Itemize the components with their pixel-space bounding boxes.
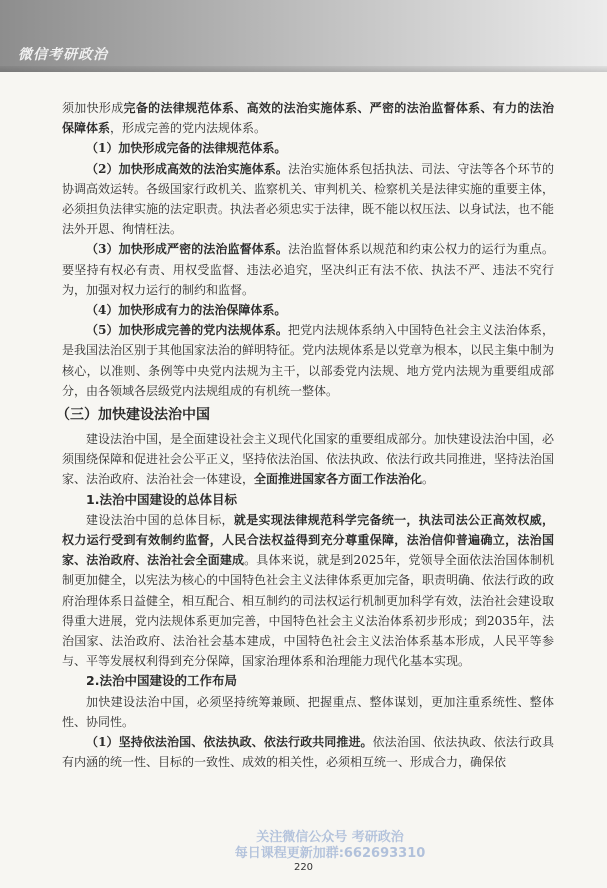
list-item-4: （4）加快形成有力的法治保障体系。	[86, 303, 287, 318]
section-intro	[62, 429, 554, 490]
list-item-5	[62, 320, 554, 401]
list-item-body: 依法治国、依法执政、依法行政具有内涵的统一性、目标的一致性、成效的相关性，必须相互统一、形成合力，确保依	[62, 735, 554, 770]
list-item-heading: （1）坚持依法治国、依法执政、依法行政共同推进。	[86, 735, 373, 750]
sub-list-item-1	[62, 732, 554, 772]
list-item-heading: （2）加快形成高效的法治实施体系。	[86, 161, 288, 176]
list-item-body: 把党内法规体系纳入中国特色社会主义法治体系，是我国法治区别于其他国家法治的鲜明特征。党内法规体系是以党章为根本，以民主集中制为核心，以准则、条例等中央党内法规为主干，以部委党内法规、地方党内法规为重要组成部分，由各领域各层级党内法规组成的有机统一整体。	[62, 323, 555, 398]
section-heading: （三）加快建设法治中国	[56, 407, 210, 424]
watermark-line: 每日课程更新加群:662693310	[234, 846, 426, 861]
list-item-body: 法治实施体系包括执法、司法、守法等各个环节的协调高效运转。各级国家行政机关、监察机关、审判机关、检察机关是法律实施的重要主体，必须担负法律实施的法定职责。执法者必须忠实于法律，既不能以权压法、以身试法，也不能法外开恩、徇情枉法。	[62, 161, 555, 237]
list-item-3	[62, 239, 554, 300]
text-span: 。具体来说，就是到2025年，党领导全面依法治国体制机制更加健全，以宪法为核心的中国特色社会主义法律体系更加完备，职责明确、依法行政的政府治理体系日益健全，相互配合、相互制约的司法权运行机制更加科学有效，法治社会建设取得重大进展，党内法规体系更加完善，中国特色社会主义法治体系初步形成；到2035年，法治国家、法治政府、法治社会基本建成，中国特色社会主义法治体系基本形成，人民平等参与、平等发展权利得到充分保障，国家治理体系和治理能力现代化基本实现。	[62, 553, 555, 669]
bold-text: 完备的法律规范体系、高效的法治实施体系、严密的法治监督体系、有力的法治保障体系	[62, 101, 554, 136]
list-item-heading: （5）加快形成完善的党内法规体系。	[86, 323, 288, 338]
sub-paragraph-2: 加快建设法治中国，必须坚持统筹兼顾、把握重点、整体谋划，更加注重系统性、整体性、协同性。	[62, 694, 554, 729]
bold-text: 就是实现法律规范科学完备统一，执法司法公正高效权威，权力运行受到有效制约监督，人民合法权益得到充分尊重保障，法治信仰普遍确立，法治国家、法治政府、法治社会全面建成	[62, 512, 554, 568]
list-item-1: （1）加快形成完备的法律规范体系。	[86, 141, 287, 156]
page-content	[56, 98, 555, 773]
bold-text: 全面推进国家各方面工作法治化	[254, 472, 423, 487]
text-span: 建设法治中国的总体目标，	[86, 512, 234, 527]
text-span: 。	[422, 472, 435, 487]
watermark-line: 关注微信公众号 考研政治	[256, 830, 404, 845]
list-item-body: 法治监督体系以规范和约束公权力的运行为重点。要坚持有权必有责、用权受监督、违法必追究，坚决纠正有法不依、执法不严、违法不究行为，加强对权力运行的制约和监督。	[62, 242, 554, 297]
page-number: 220	[293, 862, 314, 873]
text-span: 建设法治中国，是全面建设社会主义现代化国家的重要组成部分。加快建设法治中国，必须围绕保障和促进社会公平正义，坚持依法治国、依法执政、依法行政共同推进，坚持法治国家、法治政府、法治社会一体建设，	[62, 432, 555, 487]
header-title: 微信考研政治	[18, 47, 108, 63]
page-header-band	[0, 0, 607, 72]
sub-heading-1: 1.法治中国建设的总体目标	[86, 491, 237, 507]
watermark	[230, 830, 430, 862]
text-span: 须加快形成	[62, 101, 124, 115]
sub-paragraph-1	[62, 510, 554, 672]
sub-heading-2: 2.法治中国建设的工作布局	[86, 673, 237, 689]
list-item-2	[62, 159, 554, 240]
text-span: ，形成完善的党内法规体系。	[110, 121, 267, 136]
list-item-heading: （3）加快形成严密的法治监督体系。	[86, 242, 288, 257]
paragraph-intro	[62, 98, 554, 138]
